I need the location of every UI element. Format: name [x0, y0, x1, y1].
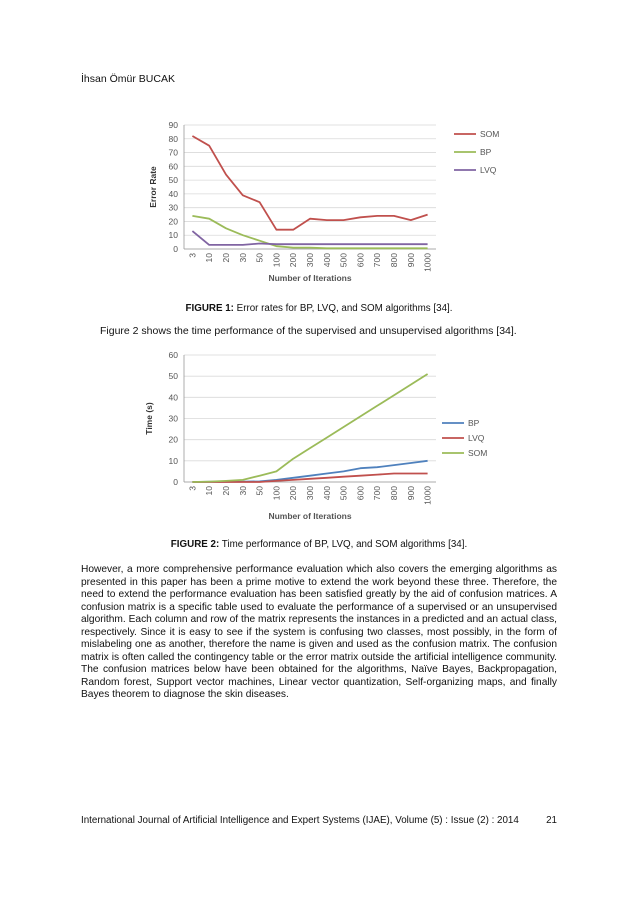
y-tick-label: 20 — [168, 434, 178, 445]
x-tick-label: 20 — [221, 486, 231, 496]
y-tick-label: 50 — [168, 371, 178, 382]
y-tick-label: 0 — [173, 477, 178, 487]
x-tick-label: 10 — [204, 253, 215, 263]
time-performance-chart — [136, 343, 512, 528]
y-tick-label: 60 — [168, 350, 178, 360]
figure-2-caption-label: FIGURE 2: — [170, 539, 220, 550]
series-line-som — [192, 136, 427, 230]
figure-2-caption-text: Time performance of BP, LVQ, and SOM algorithms [34]. — [219, 539, 468, 550]
y-tick-label: 10 — [168, 455, 178, 466]
x-tick-label: 3 — [187, 486, 198, 491]
x-axis-title: Number of Iterations — [268, 511, 352, 521]
y-tick-label: 0 — [173, 244, 178, 254]
y-tick-label: 20 — [168, 216, 178, 227]
x-tick-label: 30 — [237, 253, 248, 263]
x-tick-label: 1000 — [422, 253, 433, 272]
x-tick-label: 200 — [288, 486, 299, 501]
x-tick-label: 700 — [372, 486, 383, 501]
x-tick-label: 100 — [271, 253, 282, 268]
running-header: İhsan Ömür BUCAK — [81, 73, 175, 85]
x-tick-label: 900 — [405, 486, 416, 501]
y-tick-label: 70 — [168, 147, 178, 158]
x-tick-label: 400 — [321, 253, 332, 268]
x-tick-label: 600 — [355, 486, 366, 501]
y-axis-title: Error Rate — [148, 166, 158, 208]
intro-text: Figure 2 shows the time performance of the supervised and unsupervised algorithms [34]. — [100, 325, 517, 337]
x-tick-label: 20 — [221, 253, 231, 263]
x-tick-label: 600 — [355, 253, 366, 268]
x-tick-label: 400 — [321, 486, 332, 501]
figure-1-chart — [136, 113, 512, 300]
x-tick-label: 800 — [389, 486, 399, 501]
x-tick-label: 700 — [372, 253, 383, 268]
series-line-lvq — [192, 231, 427, 245]
error-rate-chart — [136, 113, 512, 300]
x-tick-label: 300 — [305, 486, 315, 501]
legend-label-bp: BP — [480, 147, 492, 157]
x-axis-title: Number of Iterations — [268, 273, 352, 283]
x-tick-label: 300 — [305, 253, 315, 268]
figure-1-caption — [0, 303, 638, 314]
y-tick-label: 90 — [168, 120, 178, 130]
y-tick-label: 50 — [168, 175, 178, 186]
journal-citation: International Journal of Artificial Intelligence and Expert Systems (IJAE), Volume (5) : Issue (2) : 2014 — [81, 815, 519, 826]
y-tick-label: 80 — [168, 133, 178, 144]
x-tick-label: 30 — [237, 486, 248, 496]
page-number: 21 — [546, 815, 557, 826]
figure-1-caption-label: FIGURE 1: — [185, 303, 234, 314]
x-tick-label: 900 — [405, 253, 416, 268]
body-paragraph: However, a more comprehensive performance evaluation which also covers the emerging algorithms as presented in this paper has been a prime motive to extend the work beyond these three. Therefore, the need to extend the performance evaluation has been satisfied greatly by the aid of confusion matrices. A confusion matrix is a specific table used to evaluate the performance of a supervised or an unsupervised algorithm. Each column and row of the matrix represents the instances in a predicted and an actual class, respectively. Since it is easy to see if the system is confusing two classes, most possibly, in the form of mislabeling one as another, therefore the name is given and used as the confusion matrix. The confusion matrix is often called the contingency table or the error matrix outside the artificial intelligence community. The confusion matrices below have been obtained for the algorithms, Naïve Bayes, Backpropagation, Random forest, Support vector machines, Linear vector quantization, Self-organizing maps, and finally Bayes theorem to diagnose the skin diseases. — [81, 564, 557, 700]
x-tick-label: 500 — [338, 486, 349, 501]
y-tick-label: 40 — [168, 188, 178, 199]
figure-2-caption — [0, 539, 638, 550]
x-tick-label: 200 — [288, 253, 299, 268]
x-tick-label: 10 — [204, 486, 215, 496]
x-tick-label: 3 — [187, 253, 198, 258]
y-tick-label: 40 — [168, 392, 178, 403]
figure-1-caption-text: Error rates for BP, LVQ, and SOM algorithms [34]. — [233, 303, 453, 314]
y-tick-label: 10 — [168, 230, 178, 241]
legend-label-som: SOM — [480, 129, 500, 139]
x-tick-label: 50 — [254, 253, 265, 263]
legend-label-lvq: LVQ — [480, 165, 497, 175]
x-tick-label: 500 — [338, 253, 349, 268]
legend-label-bp: BP — [468, 418, 480, 428]
legend-label-lvq: LVQ — [468, 433, 485, 443]
legend-label-som: SOM — [468, 448, 488, 458]
y-axis-title: Time (s) — [144, 402, 154, 435]
figure-2-chart — [136, 343, 512, 528]
page-footer — [81, 815, 557, 826]
y-tick-label: 60 — [168, 161, 178, 172]
x-tick-label: 50 — [254, 486, 265, 496]
y-tick-label: 30 — [168, 202, 178, 213]
x-tick-label: 100 — [271, 486, 282, 501]
x-tick-label: 800 — [389, 253, 399, 268]
y-tick-label: 30 — [168, 413, 178, 424]
x-tick-label: 1000 — [422, 486, 433, 505]
